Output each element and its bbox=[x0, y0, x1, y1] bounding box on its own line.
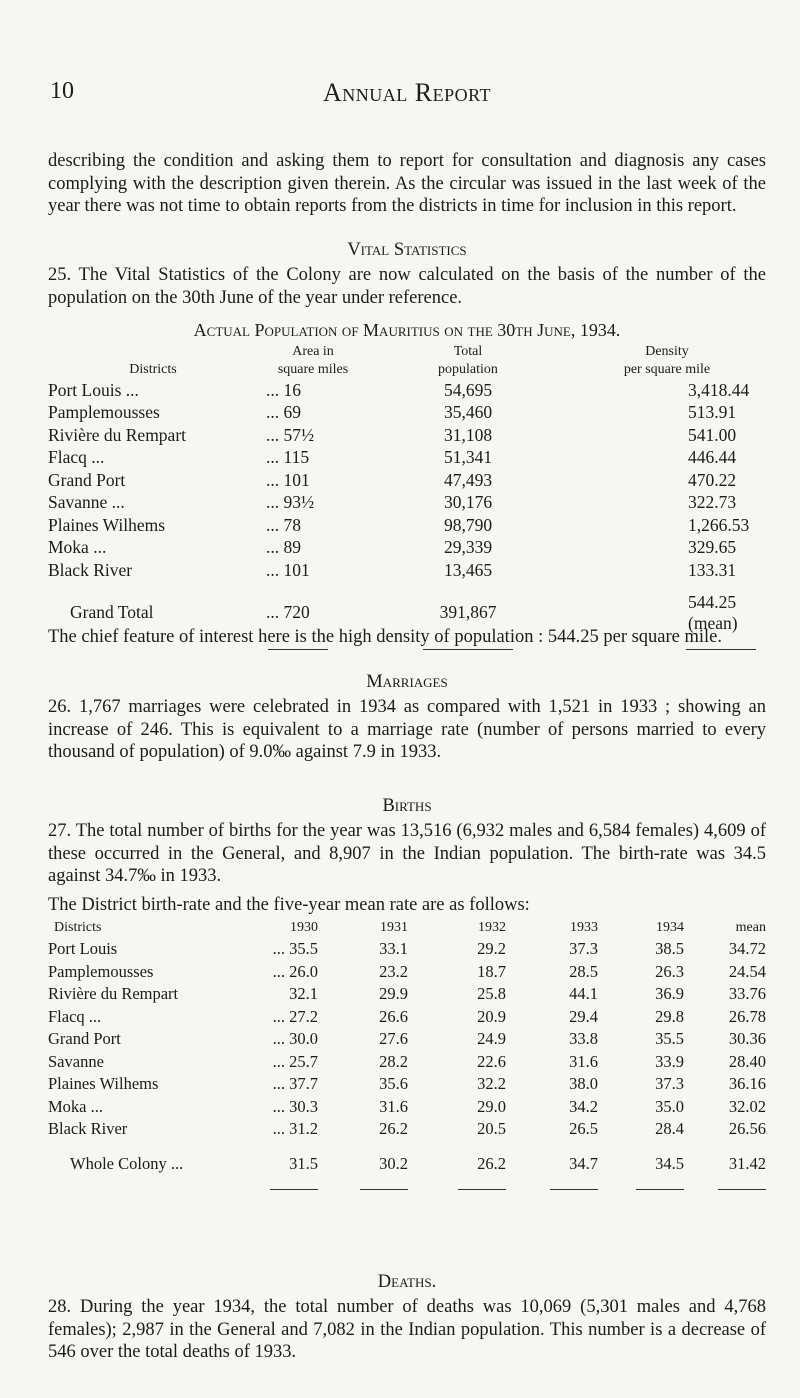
page-header bbox=[48, 78, 766, 118]
rule-line bbox=[686, 649, 756, 650]
population-row bbox=[48, 492, 766, 515]
district-name: Black River bbox=[48, 559, 133, 580]
birth-rate-value: 32.2 bbox=[477, 1074, 506, 1094]
birth-row bbox=[48, 1118, 766, 1141]
district-area: ... 89 bbox=[266, 537, 301, 558]
birth-rate-value: 37.3 bbox=[655, 1074, 684, 1094]
district-population: 47,493 bbox=[443, 469, 493, 490]
birth-rate-value: 25.8 bbox=[477, 984, 506, 1004]
birth-rate-value: 26.6 bbox=[379, 1006, 408, 1026]
birth-rate-value: ... 31.2 bbox=[272, 1119, 318, 1139]
district-area: ... 101 bbox=[266, 469, 310, 490]
district-density: 1,266.53 bbox=[688, 514, 750, 535]
birth-district: Savanne bbox=[48, 1051, 104, 1071]
district-population: 54,695 bbox=[443, 379, 493, 400]
district-population: 30,176 bbox=[443, 492, 493, 513]
birth-rate-value: 29.2 bbox=[477, 939, 506, 959]
birth-rate-value: 33.9 bbox=[655, 1051, 684, 1071]
rule-line bbox=[718, 1189, 766, 1190]
birth-header-cell: 1932 bbox=[478, 920, 506, 935]
birth-rate-value: 33.8 bbox=[569, 1029, 598, 1049]
birth-rate-value: 44.1 bbox=[569, 984, 598, 1004]
district-name: Moka ... bbox=[48, 537, 107, 558]
birth-row bbox=[48, 1051, 766, 1074]
intro-paragraph: describing the condition and asking them to report for consultation and diagnosis any cases complying with the description given therein. As the circular was issued in the last week of the year there was not time to obtain reports from the districts in time for inclusion in this report. bbox=[48, 151, 766, 216]
district-area: ... 57½ bbox=[266, 424, 315, 445]
rule-line bbox=[268, 649, 328, 650]
district-name: Rivière du Rempart bbox=[48, 424, 187, 445]
district-density: 513.91 bbox=[688, 402, 737, 423]
birth-rate-value: 26.78 bbox=[728, 1006, 766, 1026]
birth-header-cell: Districts bbox=[54, 920, 102, 935]
birth-header-cell: 1934 bbox=[656, 920, 684, 935]
birth-rate-value: 18.7 bbox=[477, 961, 506, 981]
marriages-heading: Marriages bbox=[366, 672, 448, 692]
header-population-line2: population bbox=[438, 362, 498, 377]
birth-rate-value: 29.9 bbox=[379, 984, 408, 1004]
birth-rate-value: ... 30.0 bbox=[272, 1029, 318, 1049]
birth-rate-value: 35.6 bbox=[379, 1074, 408, 1094]
birth-row bbox=[48, 938, 766, 961]
district-population: 13,465 bbox=[443, 559, 493, 580]
births-table-intro: The District birth-rate and the five-year mean rate are as follows: bbox=[48, 894, 530, 915]
population-row bbox=[48, 447, 766, 470]
deaths-paragraph: 28. During the year 1934, the total number of deaths was 10,069 (5,301 males and 4,768 females); 2,987 in the General and 7,082 in the Indian population. This number is a decrease of 546 over the total deaths of 1933. bbox=[48, 1297, 766, 1362]
birth-row bbox=[48, 983, 766, 1006]
population-row bbox=[48, 402, 766, 425]
birth-rate-value: 35.0 bbox=[655, 1096, 684, 1116]
birth-rate-value: 34.2 bbox=[569, 1096, 598, 1116]
birth-total-value: 34.7 bbox=[569, 1153, 598, 1173]
birth-total-value: 31.5 bbox=[289, 1153, 318, 1173]
birth-total-value: 31.42 bbox=[728, 1153, 766, 1173]
population-table-title: Actual Population of Mauritius on the 30th June, 1934. bbox=[193, 320, 621, 340]
report-title: Annual Report bbox=[322, 78, 492, 107]
population-row bbox=[48, 424, 766, 447]
birth-district: Pamplemousses bbox=[48, 961, 154, 981]
header-density-line2: per square mile bbox=[623, 362, 711, 377]
district-name: Port Louis ... bbox=[48, 379, 139, 400]
intro-section bbox=[48, 150, 766, 218]
birth-rate-value: ... 37.7 bbox=[272, 1074, 318, 1094]
district-area: ... 101 bbox=[266, 559, 310, 580]
birth-rate-value: ... 26.0 bbox=[272, 961, 318, 981]
birth-rate-value: 33.1 bbox=[379, 939, 408, 959]
district-population: 98,790 bbox=[443, 514, 493, 535]
birth-rate-value: 27.6 bbox=[379, 1029, 408, 1049]
birth-rate-value: 26.5 bbox=[569, 1119, 598, 1139]
total-area: ... 720 bbox=[266, 602, 310, 622]
population-row bbox=[48, 469, 766, 492]
district-density: 329.65 bbox=[688, 537, 737, 558]
birth-header-cell: mean bbox=[735, 920, 766, 935]
population-section bbox=[48, 320, 766, 655]
deaths-heading: Deaths. bbox=[377, 1272, 437, 1292]
density-note-section bbox=[48, 626, 766, 649]
rule-line bbox=[423, 649, 513, 650]
birth-total-value: 34.5 bbox=[655, 1153, 684, 1173]
rule-line bbox=[550, 1189, 598, 1190]
district-density: 3,418.44 bbox=[688, 379, 750, 400]
birth-row bbox=[48, 1006, 766, 1029]
birth-rate-value: 22.6 bbox=[477, 1051, 506, 1071]
births-section bbox=[48, 796, 766, 1195]
birth-row bbox=[48, 961, 766, 984]
birth-rate-value: 29.8 bbox=[655, 1006, 684, 1026]
marriages-paragraph: 26. 1,767 marriages were celebrated in 1934 as compared with 1,521 in 1933 ; showing an increase of 246. This is equivalent to a marriage rate (number of persons married to every thousand of population) of 9.0‰ against 7.9 in 1933. bbox=[48, 697, 766, 762]
rule-line bbox=[270, 1189, 318, 1190]
district-density: 322.73 bbox=[688, 492, 737, 513]
birth-rate-value: 35.5 bbox=[655, 1029, 684, 1049]
birth-rate-value: 28.2 bbox=[379, 1051, 408, 1071]
district-name: Savanne ... bbox=[48, 492, 125, 513]
birth-total-rules bbox=[48, 1175, 766, 1195]
birth-rate-value: ... 27.2 bbox=[272, 1006, 318, 1026]
population-row bbox=[48, 514, 766, 537]
density-note: The chief feature of interest here is the high density of population : 544.25 per square mile. bbox=[48, 627, 723, 647]
birth-rate-table bbox=[48, 918, 766, 1195]
birth-rate-value: ... 35.5 bbox=[272, 939, 318, 959]
birth-header-cell: 1931 bbox=[380, 920, 408, 935]
birth-rate-value: 26.56 bbox=[728, 1119, 766, 1139]
birth-rate-value: 28.5 bbox=[569, 961, 598, 981]
total-population: 391,867 bbox=[439, 602, 497, 622]
rule-line bbox=[360, 1189, 408, 1190]
birth-rate-value: 32.02 bbox=[728, 1096, 766, 1116]
vital-statistics-paragraph: 25. The Vital Statistics of the Colony are now calculated on the basis of the number of the population on the 30th June of the year under reference. bbox=[48, 265, 766, 308]
birth-rate-value: 38.5 bbox=[655, 939, 684, 959]
header-area-line2: square miles bbox=[277, 362, 349, 377]
district-density: 446.44 bbox=[688, 447, 737, 468]
district-density: 541.00 bbox=[688, 424, 737, 445]
marriages-section bbox=[48, 672, 766, 764]
district-area: ... 93½ bbox=[266, 492, 315, 513]
district-name: Plaines Wilhems bbox=[48, 514, 166, 535]
district-area: ... 78 bbox=[266, 514, 301, 535]
birth-district: Port Louis bbox=[48, 939, 118, 959]
birth-district: Flacq ... bbox=[48, 1006, 102, 1026]
birth-row bbox=[48, 1096, 766, 1119]
header-population-line1: Total bbox=[453, 344, 483, 359]
population-row bbox=[48, 379, 766, 402]
district-population: 35,460 bbox=[443, 402, 493, 423]
birth-rate-value: 38.0 bbox=[569, 1074, 598, 1094]
birth-district: Rivière du Rempart bbox=[48, 984, 179, 1004]
page-number: 10 bbox=[50, 78, 74, 104]
birth-rate-value: 26.3 bbox=[655, 961, 684, 981]
births-paragraph: 27. The total number of births for the year was 13,516 (6,932 males and 6,584 females) 4,609 of these occurred in the General, and 8,907 in the Indian population. The birth-rate was 34.5 against 34.7‰ in 1933. bbox=[48, 821, 766, 886]
district-name: Grand Port bbox=[48, 469, 126, 490]
district-population: 29,339 bbox=[443, 537, 493, 558]
birth-rate-value: 37.3 bbox=[569, 939, 598, 959]
birth-rate-value: 24.9 bbox=[477, 1029, 506, 1049]
header-districts: Districts bbox=[129, 362, 177, 377]
district-name: Pamplemousses bbox=[48, 402, 160, 423]
birth-header-cell: 1933 bbox=[570, 920, 598, 935]
birth-rate-value: 28.4 bbox=[655, 1119, 684, 1139]
total-density: 544.25 (mean) bbox=[688, 591, 738, 633]
district-density: 470.22 bbox=[688, 469, 737, 490]
birth-total-value: 26.2 bbox=[477, 1153, 506, 1173]
birth-rate-value: 33.76 bbox=[728, 984, 766, 1004]
district-density: 133.31 bbox=[688, 559, 737, 580]
total-district: Grand Total bbox=[70, 602, 154, 622]
birth-rate-value: 31.6 bbox=[379, 1096, 408, 1116]
birth-rate-value: 24.54 bbox=[728, 961, 766, 981]
birth-district: Grand Port bbox=[48, 1029, 121, 1049]
birth-rate-value: 36.16 bbox=[728, 1074, 766, 1094]
birth-rate-value: ... 25.7 bbox=[272, 1051, 318, 1071]
birth-total-row bbox=[48, 1153, 766, 1176]
birth-rate-value: 23.2 bbox=[379, 961, 408, 981]
rule-line bbox=[636, 1189, 684, 1190]
birth-rate-value: 30.36 bbox=[728, 1029, 766, 1049]
district-name: Flacq ... bbox=[48, 447, 105, 468]
vital-statistics-heading: Vital Statistics bbox=[347, 240, 467, 260]
birth-total-label: Whole Colony ... bbox=[70, 1153, 184, 1173]
birth-district: Moka ... bbox=[48, 1096, 103, 1116]
birth-row bbox=[48, 1028, 766, 1051]
birth-rate-value: 20.5 bbox=[477, 1119, 506, 1139]
birth-rate-value: 20.9 bbox=[477, 1006, 506, 1026]
birth-rate-value: 28.40 bbox=[728, 1051, 766, 1071]
population-row bbox=[48, 537, 766, 560]
header-area-line1: Area in bbox=[292, 344, 334, 359]
population-header-row-1 bbox=[48, 343, 766, 361]
district-population: 51,341 bbox=[443, 447, 493, 468]
population-row bbox=[48, 559, 766, 582]
vital-statistics-section bbox=[48, 240, 766, 309]
district-area: ... 16 bbox=[266, 379, 301, 400]
population-table bbox=[48, 343, 766, 655]
birth-rate-value: ... 30.3 bbox=[272, 1096, 318, 1116]
district-area: ... 115 bbox=[266, 447, 310, 468]
birth-rate-value: 29.0 bbox=[477, 1096, 506, 1116]
birth-header-cell: 1930 bbox=[290, 920, 318, 935]
birth-district: Black River bbox=[48, 1119, 128, 1139]
rule-line bbox=[458, 1189, 506, 1190]
deaths-section bbox=[48, 1272, 766, 1364]
birth-rate-value: 29.4 bbox=[569, 1006, 598, 1026]
population-header-row-2 bbox=[48, 361, 766, 379]
district-area: ... 69 bbox=[266, 402, 301, 423]
birth-row bbox=[48, 1073, 766, 1096]
births-heading: Births bbox=[382, 796, 432, 816]
header-density-line1: Density bbox=[645, 344, 689, 359]
birth-total-value: 30.2 bbox=[379, 1153, 408, 1173]
district-population: 31,108 bbox=[443, 424, 493, 445]
birth-rate-value: 26.2 bbox=[379, 1119, 408, 1139]
birth-district: Plaines Wilhems bbox=[48, 1074, 159, 1094]
birth-header-row bbox=[48, 918, 766, 938]
birth-rate-value: 31.6 bbox=[569, 1051, 598, 1071]
birth-rate-value: 34.72 bbox=[728, 939, 766, 959]
birth-rate-value: 32.1 bbox=[289, 984, 318, 1004]
birth-rate-value: 36.9 bbox=[655, 984, 684, 1004]
